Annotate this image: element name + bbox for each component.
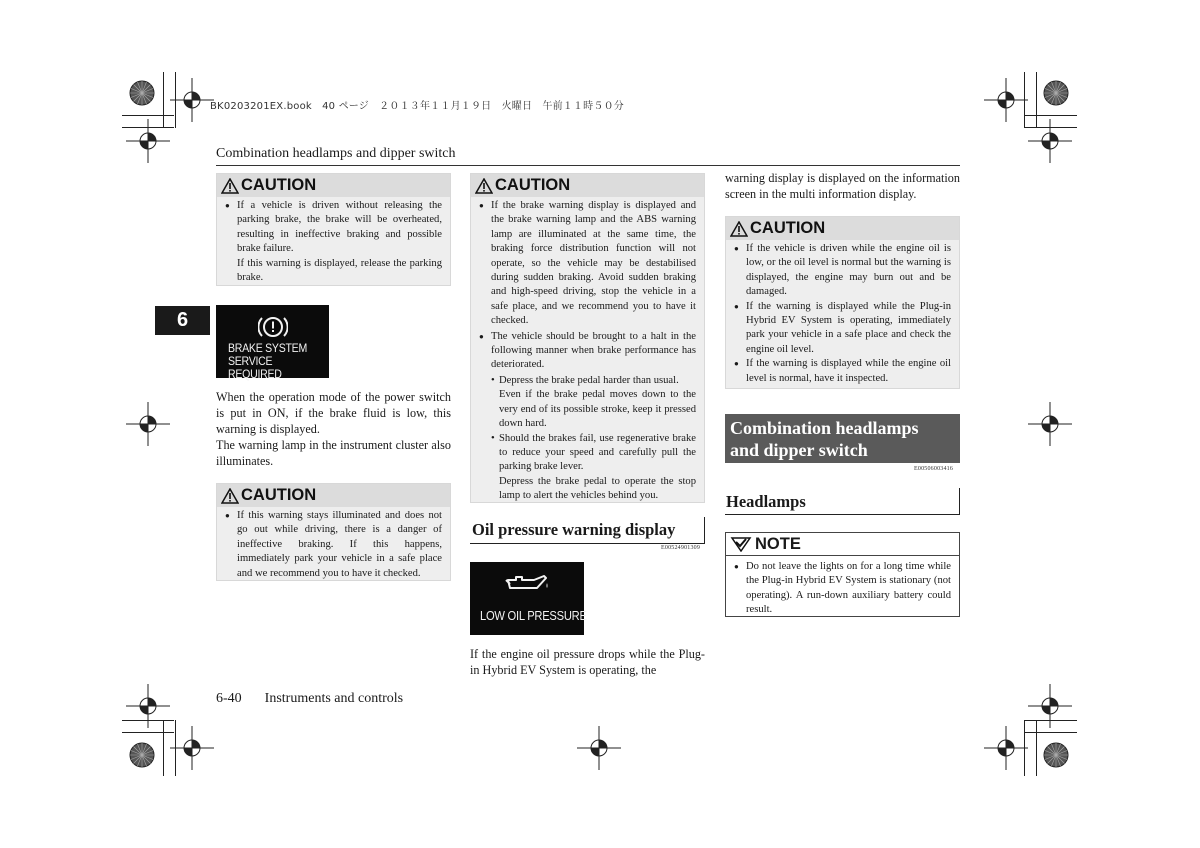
caution-header <box>471 174 704 197</box>
brake-warning-screen <box>216 305 329 381</box>
book-info: BK0203201EX.book 40 ページ ２０１３年１１月１９日 火曜日 午前１１時５０分 <box>210 101 624 112</box>
caution-bullet-2: ● The vehicle should be brought to a halt in the following manner when brake performance has deteriorated. <box>479 330 696 373</box>
brake-warning-icon <box>258 314 288 340</box>
note-title: NOTE <box>755 534 801 553</box>
header-rule <box>216 165 960 166</box>
section-title-block <box>725 414 960 463</box>
caution-bullet: ● If a vehicle is driven without releasing the parking brake, the brake will be overheated, resulting in ineffective braking and possible brake failure. <box>225 199 442 257</box>
caution-bullet-1: ● If the vehicle is driven while the engine oil is low, or the oil level is normal but the warning is displayed, the engine may burn out and be damaged. <box>734 242 951 300</box>
oil-pressure-screen <box>470 562 587 635</box>
caution-header <box>217 484 450 507</box>
para-warning-lamp: The warning lamp in the instrument cluster also illuminates. <box>216 438 451 468</box>
section-code: E00506003416 <box>914 466 954 472</box>
chapter-tab: 6 <box>155 306 210 335</box>
caution-title: CAUTION <box>495 176 571 194</box>
brake-screen-line2: SERVICE REQUIRED <box>228 354 282 381</box>
caution-bullet: ● If this warning stays illuminated and does not go out while driving, there is a danger of ineffective braking. If this happens, immediately park your vehicle in a safe place and we recommend you to have it checked. <box>225 509 442 581</box>
brake-fluid-paragraph <box>216 389 451 469</box>
note-bullet: ● Do not leave the lights on for a long time while the Plug-in Hybrid EV System is stationary (not operating). A run-down auxiliary battery could result. <box>734 560 951 618</box>
section-rule <box>725 514 960 515</box>
section-vrule <box>704 517 705 544</box>
warning-triangle-icon <box>221 488 239 504</box>
sub-bullet-1: • Depress the brake pedal harder than usual. <box>479 374 696 388</box>
section-rule <box>470 543 705 544</box>
footer-section: Instruments and controls <box>264 691 404 706</box>
caution-bullet-2: ● If the warning is displayed while the Plug-in Hybrid EV System is operating, immediately park your vehicle in a safe place and check the engine oil level. <box>734 300 951 358</box>
section-title-line1: Combination headlamps <box>730 418 919 438</box>
brake-screen-line1: BRAKE SYSTEM <box>228 341 307 355</box>
oil-paragraph: If the engine oil pressure drops while the Plug-in Hybrid EV System is operating, the <box>470 647 705 677</box>
caution-title: CAUTION <box>241 486 317 504</box>
sub-bullet-1-cont: Even if the brake pedal moves down to the very end of its possible stroke, keep it pressed down hard. <box>499 389 696 430</box>
headlamps-heading: Headlamps <box>726 492 806 511</box>
running-head: Combination headlamps and dipper switch <box>216 146 456 161</box>
caution-box-parking-brake <box>216 173 451 286</box>
caution-bullet-1: ● If the brake warning display is displayed and the brake warning lamp and the ABS warning lamp are illuminated at the same time, the braking force distribution function will not operate, so the vehicle may be destabilised during sudden braking. Avoid sudden braking and high-speed driving, stop the vehicle in a safe place, and we recommend you to have it checked. <box>479 199 696 329</box>
page-footer <box>216 691 403 707</box>
note-box <box>725 532 960 617</box>
caution-box-engine-oil <box>725 216 960 389</box>
warning-triangle-icon <box>475 178 493 194</box>
oil-can-icon <box>504 571 550 593</box>
caution-extra: If this warning is displayed, release the parking brake. <box>237 257 442 284</box>
caution-box-illuminated <box>216 483 451 581</box>
section-vrule <box>959 488 960 515</box>
note-header <box>726 533 959 556</box>
sub-bullet-2: • Should the brakes fail, use regenerative brake to reduce your speed and carefully pull the parking brake lever. <box>479 432 696 475</box>
note-pencil-icon <box>730 536 752 552</box>
caution-title: CAUTION <box>750 219 826 237</box>
caution-header <box>217 174 450 197</box>
warning-triangle-icon <box>221 178 239 194</box>
sub-bullet-2-cont: Depress the brake pedal to operate the stop lamp to alert the vehicles behind you. <box>499 475 696 502</box>
caution-header <box>726 217 959 240</box>
continued-paragraph: warning display is displayed on the information screen in the multi information display. <box>725 171 960 201</box>
oil-code: E00524901309 <box>661 545 701 551</box>
caution-bullet-3: ● If the warning is displayed while the engine oil level is normal, have it inspected. <box>734 357 951 386</box>
oil-pressure-heading: Oil pressure warning display <box>472 520 676 539</box>
section-title-line2: and dipper switch <box>730 440 868 460</box>
page-number: 6-40 <box>216 691 242 706</box>
caution-title: CAUTION <box>241 176 317 194</box>
oil-screen-label: LOW OIL PRESSURE <box>480 608 587 623</box>
caution-box-brake-warning <box>470 173 705 503</box>
para-brake-fluid: When the operation mode of the power switch is put in ON, if the brake fluid is low, this warning is displayed. <box>216 390 451 436</box>
warning-triangle-icon <box>730 221 748 237</box>
